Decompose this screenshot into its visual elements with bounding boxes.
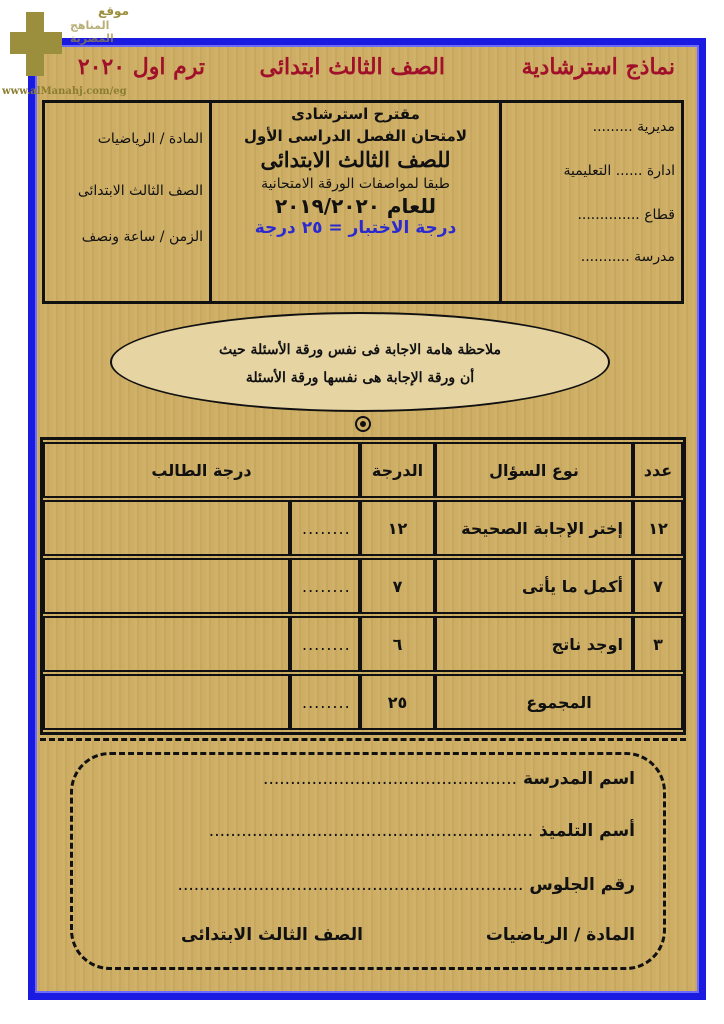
- directorate-field: مديرية .........: [592, 119, 675, 135]
- subject-info: [45, 103, 209, 301]
- note-line: أن ورقة الإجابة هى نفسها ورقة الأسئلة: [245, 370, 475, 386]
- time-label: الزمن / ساعة ونصف: [81, 229, 203, 245]
- total-dots: ........: [290, 674, 360, 730]
- administration-field: ادارة ...... التعليمية: [563, 163, 675, 179]
- school-name-label: اسم المدرسة: [522, 769, 635, 789]
- row-type: إختر الإجابة الصحيحة: [435, 500, 633, 556]
- subject-label: المادة / الرياضيات: [485, 925, 635, 945]
- table-row: [43, 558, 683, 614]
- row-grade: ٦: [360, 616, 435, 672]
- logo-text: المناهج المصرية: [70, 19, 114, 45]
- total-grade: ٢٥: [360, 674, 435, 730]
- exam-score: درجة الاختبار = ٢٥ درجة: [254, 218, 457, 238]
- row-dots: ........: [290, 558, 360, 614]
- seat-number-label: رقم الجلوس: [529, 875, 635, 895]
- row-dots: ........: [290, 500, 360, 556]
- table-header: [43, 442, 683, 498]
- site-logo: [10, 4, 135, 48]
- exam-grade: للصف الثالث الابتدائى: [260, 147, 451, 172]
- exam-info: [209, 103, 499, 301]
- header-box: [42, 100, 684, 304]
- logo-url: www.alManahj.com/eg: [2, 86, 127, 97]
- frame-border: [28, 994, 706, 1000]
- exam-term: لامتحان الفصل الدراسى الأول: [243, 127, 468, 145]
- grades-table: [40, 437, 686, 735]
- student-name-label: أسم التلميذ: [538, 821, 635, 841]
- student-grade-cell[interactable]: [43, 500, 290, 556]
- total-label: المجموع: [435, 674, 683, 730]
- school-field: مدرسة ...........: [580, 249, 675, 265]
- title-term: ترم اول ٢٠٢٠: [77, 54, 205, 80]
- exam-year: للعام ٢٠١٩/٢٠٢٠: [274, 194, 437, 218]
- table-row: [43, 500, 683, 556]
- grade-label: الصف الثالث الابتدائى: [181, 925, 363, 945]
- dashed-divider: [40, 738, 686, 741]
- row-grade: ١٢: [360, 500, 435, 556]
- school-info: [499, 103, 681, 301]
- logo-text: موقع: [98, 4, 130, 18]
- row-count: ٧: [633, 558, 683, 614]
- title-main: نماذج استرشادية: [521, 54, 675, 80]
- row-dots: ........: [290, 616, 360, 672]
- school-name-field[interactable]: ...............................................: [263, 769, 518, 789]
- sector-field: قطاع ..............: [577, 207, 675, 223]
- grade-label: الصف الثالث الابتدائى: [77, 183, 203, 199]
- row-count: ٣: [633, 616, 683, 672]
- note-cloud: [110, 312, 610, 412]
- exam-proposal: مقترح استرشادى: [291, 105, 420, 123]
- student-info-box: [70, 752, 666, 970]
- subject-label: المادة / الرياضيات: [97, 131, 203, 147]
- row-grade: ٧: [360, 558, 435, 614]
- total-row: [43, 674, 683, 730]
- seat-number-field[interactable]: ................................................................: [177, 875, 524, 895]
- student-grade-cell[interactable]: [43, 616, 290, 672]
- header-student-grade: درجة الطالب: [43, 442, 360, 498]
- exam-specs: طبقا لمواصفات الورقة الامتحانية: [261, 176, 450, 192]
- student-total-cell[interactable]: [43, 674, 290, 730]
- row-type: اوجد ناتج: [435, 616, 633, 672]
- table-row: [43, 616, 683, 672]
- header-count: عدد: [633, 442, 683, 498]
- cloud-tail-icon: [355, 416, 371, 432]
- header-type: نوع السؤال: [435, 442, 633, 498]
- row-type: أكمل ما يأتى: [435, 558, 633, 614]
- page-title: [40, 50, 685, 86]
- student-grade-cell[interactable]: [43, 558, 290, 614]
- note-line: ملاحظة هامة الاجابة فى نفس ورقة الأسئلة حيث: [219, 342, 501, 358]
- student-name-field[interactable]: ............................................................: [208, 821, 534, 841]
- title-grade: الصف الثالث ابتدائى: [259, 54, 445, 80]
- row-count: ١٢: [633, 500, 683, 556]
- header-grade: الدرجة: [360, 442, 435, 498]
